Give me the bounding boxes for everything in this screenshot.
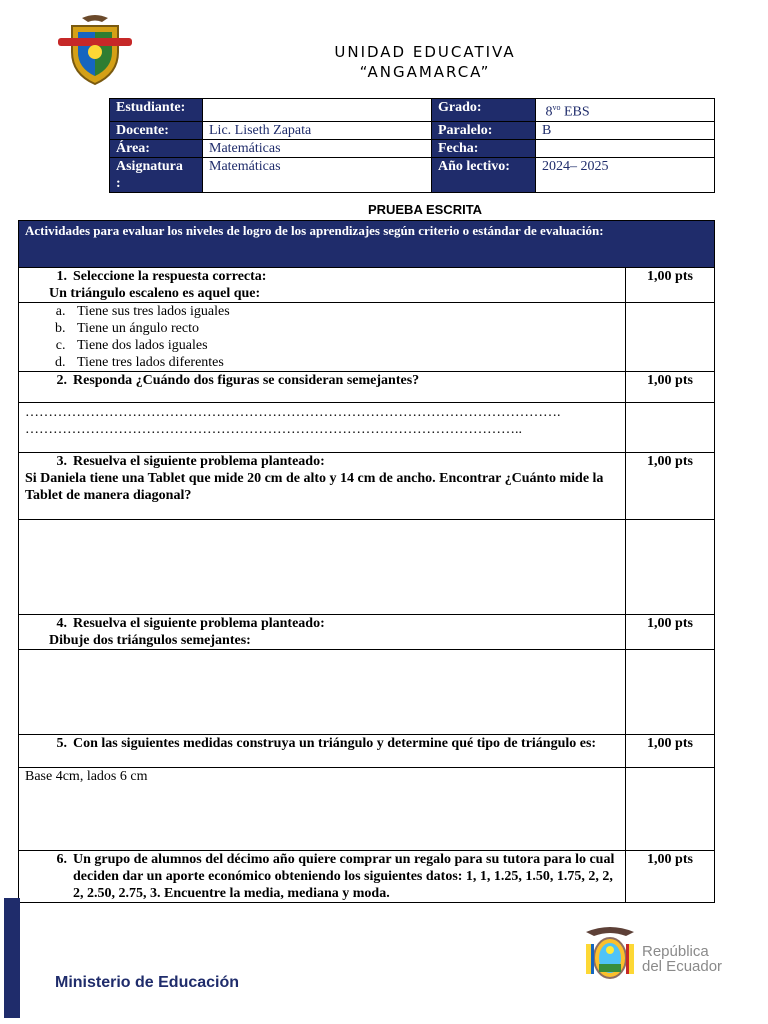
question-1-title: Seleccione la respuesta correcta: <box>73 269 267 284</box>
question-5-points-blank <box>626 768 715 851</box>
fecha-field[interactable] <box>536 139 715 157</box>
republic-line-1: República <box>642 943 709 960</box>
estudiante-field[interactable] <box>203 99 432 122</box>
school-crest-icon <box>52 12 138 86</box>
paralelo-value: B <box>536 121 715 139</box>
question-6-header: 6. Un grupo de alumnos del décimo año quiere comprar un regalo para su tutora para lo cual deciden dar un aporte económico obteniendo los siguientes datos: 1, 1, 1.25, 1.50, 1.75, 2, 2, 2, 2.50, 2.75, 3. Encuentre la media, mediana y moda. <box>19 851 626 903</box>
question-4-points-blank <box>626 650 715 735</box>
ministry-name: Ministerio de Educación <box>55 974 240 991</box>
exam-title: PRUEBA ESCRITA <box>367 202 483 217</box>
school-title-line1: UNIDAD EDUCATIVA <box>334 43 516 61</box>
asignatura-label: Asignatura : <box>110 157 203 192</box>
question-1-points: 1,00 pts <box>626 268 715 303</box>
docente-value: Lic. Liseth Zapata <box>203 121 432 139</box>
questions-table <box>18 220 715 903</box>
question-2-points: 1,00 pts <box>626 372 715 403</box>
question-2-title: Responda ¿Cuándo dos figuras se consideran semejantes? <box>73 373 420 388</box>
student-info-table <box>109 98 715 193</box>
school-title-line2: “ANGAMARCA” <box>359 63 491 81</box>
paralelo-label: Paralelo: <box>432 121 536 139</box>
question-1-options <box>19 303 626 372</box>
question-1-points-blank <box>626 303 715 372</box>
question-5-answer-area[interactable] <box>19 768 626 851</box>
republic-of-ecuador-label <box>642 944 722 974</box>
question-4-points: 1,00 pts <box>626 615 715 650</box>
grado-label: Grado: <box>432 99 536 122</box>
question-6-points: 1,00 pts <box>626 851 715 903</box>
fecha-label: Fecha: <box>432 139 536 157</box>
estudiante-label: Estudiante: <box>110 99 203 122</box>
question-4-subtitle: Dibuje dos triángulos semejantes: <box>49 633 251 648</box>
question-1-subtitle: Un triángulo escaleno es aquel que: <box>49 286 261 301</box>
question-3-answer-area[interactable] <box>19 520 626 615</box>
republic-line-2: del Ecuador <box>642 958 723 975</box>
question-3-title: Resuelva el siguiente problema planteado: <box>73 454 325 469</box>
activities-banner: Actividades para evaluar los niveles de logro de los aprendizajes según criterio o estándar de evaluación: <box>19 221 715 268</box>
question-2-dots-line-2: …………………………………………………………………………………………….. <box>25 422 522 437</box>
question-1-header: 1. Seleccione la respuesta correcta: Un triángulo escaleno es aquel que: <box>19 268 626 303</box>
grado-value: $8^{vo}$ EBS <box>536 99 715 122</box>
question-3-points-blank <box>626 520 715 615</box>
question-1-option-a[interactable]: a. Tiene sus tres lados iguales <box>69 303 619 320</box>
asignatura-value: Matemáticas <box>203 157 432 192</box>
docente-label: Docente: <box>110 121 203 139</box>
school-title <box>250 42 600 82</box>
question-2-dots-line-1: ……………………………………………………………………………………………………. <box>25 405 561 420</box>
question-4-answer-area[interactable] <box>19 650 626 735</box>
ecuador-coat-of-arms-icon <box>578 922 642 986</box>
question-4-header: 4. Resuelva el siguiente problema planteado: Dibuje dos triángulos semejantes: <box>19 615 626 650</box>
footer-accent-bar <box>4 898 20 1018</box>
question-2-header: 2. Responda ¿Cuándo dos figuras se consideran semejantes? <box>19 372 626 403</box>
question-4-title: Resuelva el siguiente problema planteado: <box>73 616 325 631</box>
question-1-option-b[interactable]: b. Tiene un ángulo recto <box>69 320 619 337</box>
question-3-points: 1,00 pts <box>626 453 715 520</box>
question-5-header: 5. Con las siguientes medidas construya un triángulo y determine qué tipo de triángulo es: <box>19 735 626 768</box>
question-1-option-c[interactable]: c. Tiene dos lados iguales <box>69 337 619 354</box>
question-3-body: Si Daniela tiene una Tablet que mide 20 cm de alto y 14 cm de ancho. Encontrar ¿Cuánto mide la Tablet de manera diagonal? <box>25 471 604 503</box>
question-6-title: Un grupo de alumnos del décimo año quiere comprar un regalo para su tutora para lo cual deciden dar un aporte económico obteniendo los siguientes datos: 1, 1, 1.25, 1.50, 1.75, 2, 2, 2, 2.50, 2.75, 3. Encuentre la media, mediana y moda. <box>73 852 615 901</box>
question-2-answer-area[interactable] <box>19 403 626 453</box>
question-1-option-d[interactable]: d. Tiene tres lados diferentes <box>69 354 619 371</box>
area-label: Área: <box>110 139 203 157</box>
anio-lectivo-value: 2024– 2025 <box>536 157 715 192</box>
question-2-points-blank <box>626 403 715 453</box>
question-5-points: 1,00 pts <box>626 735 715 768</box>
question-5-answer-hint: Base 4cm, lados 6 cm <box>25 769 148 784</box>
question-3-header: 3. Resuelva el siguiente problema planteado: Si Daniela tiene una Tablet que mide 20 cm de alto y 14 cm de ancho. Encontrar ¿Cuánto mide la Tablet de manera diagonal? <box>19 453 626 520</box>
area-value: Matemáticas <box>203 139 432 157</box>
question-5-title: Con las siguientes medidas construya un triángulo y determine qué tipo de triángulo es: <box>73 736 597 751</box>
anio-lectivo-label: Año lectivo: <box>432 157 536 192</box>
